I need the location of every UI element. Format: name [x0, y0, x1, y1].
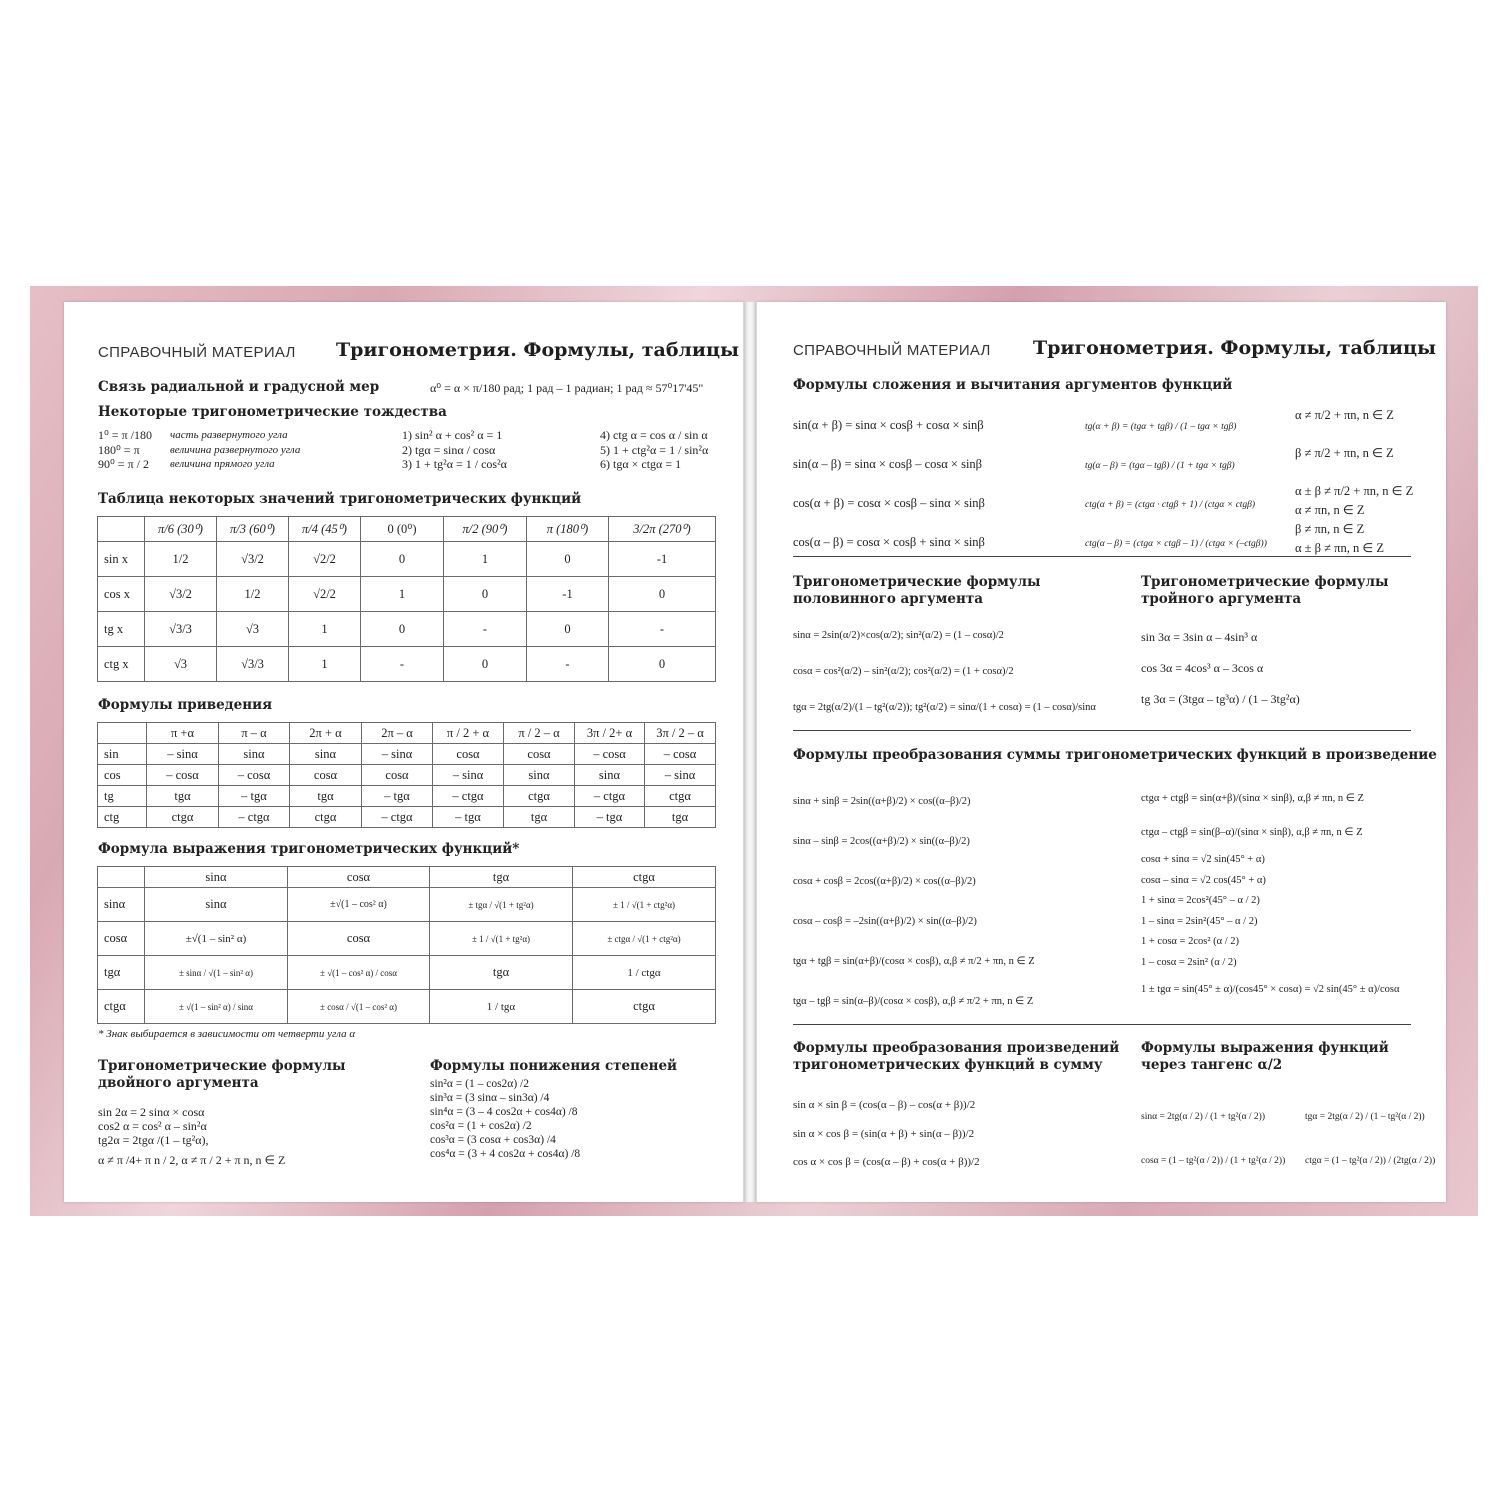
sum-to-product-formulas-col1: sinα + sinβ = 2sin((α+β)/2) × cos((α–β)/2) sinα – sinβ = 2cos((α+β)/2) × sin((α–β)/2) cosα + cosβ = 2cos((α+β)/2) × cos((α–β)/2) cosα – cosβ = –2sin((α+β)/2) × sin((α–β)/2) tgα + tgβ = sin(α+β)/(cosα × cosβ), α,β ≠ π/2 + πn, n ∈ Z tgα – tgβ = sin(α–β)/(cosα × cosβ), α,β ≠ π/2 + πn, n ∈ Z [793, 796, 1035, 1007]
half-tangent-title-line1: Формулы выражения функций [1141, 1040, 1389, 1056]
values-table [97, 516, 716, 682]
sum-to-product-title: Формулы преобразования суммы тригонометрических функций в произведение [793, 747, 1437, 763]
relation-formula: α⁰ = α × π/180 рад; 1 рад – 1 радиан; 1 рад ≈ 57⁰17'45" [430, 381, 704, 395]
left-page [64, 302, 744, 1202]
angle-values: 1⁰ = π /180 180⁰ = π 90⁰ = π / 2 [98, 428, 152, 471]
relation-title: Связь радиальной и градусной мер [98, 379, 380, 395]
table-row: sinα sinα ±√(1 – cos² α) ± tgα / √(1 + tg²α) ± 1 / √(1 + ctg²α) [98, 888, 716, 922]
table-row: cos x √3/2 1/2 √2/2 1 0 -1 0 [98, 577, 716, 612]
power-reduction-formulas: sin²α = (1 – cos2α) /2 sin³α = (3 sinα – sin3α) /4 sin⁴α = (3 – 4 cos2α + cos4α) /8 cos²α = (1 + cos2α) /2 cos³α = (3 cosα + cos3α) /4 cos⁴α = (3 + 4 cos2α + cos4α) /8 [430, 1078, 581, 1160]
left-header-label: СПРАВОЧНЫЙ МАТЕРИАЛ [98, 344, 296, 361]
half-tangent-title-line2: через тангенс α/2 [1141, 1057, 1283, 1073]
product-to-sum-title-line2: тригонометрических функций в сумму [793, 1057, 1103, 1073]
half-tangent-formulas-left: sinα = 2tg(α / 2) / (1 + tg²(α / 2)) cosα = (1 – tg²(α / 2)) / (1 + tg²(α / 2)) [1141, 1112, 1286, 1166]
book-spine [744, 302, 756, 1202]
table-header-row: π +α π – α 2π + α 2π – α π / 2 + α π / 2 – α 3π / 2+ α 3π / 2 – α [98, 723, 716, 744]
table-row: ctg x √3 √3/3 1 - 0 - 0 [98, 647, 716, 682]
triple-arg-formulas: sin 3α = 3sin α – 4sin³ α cos 3α = 4cos³ α – 3cos α tg 3α = (3tgα – tg³α) / (1 – 3tg²α) [1141, 630, 1300, 706]
values-table-title: Таблица некоторых значений тригонометрических функций [98, 491, 582, 507]
right-page [756, 302, 1446, 1202]
half-tangent-formulas-right: tgα = 2tg(α / 2) / (1 – tg²(α / 2)) ctgα = (1 – tg²(α / 2)) / (2tg(α / 2)) [1305, 1112, 1436, 1166]
half-arg-title-line1: Тригонометрические формулы [793, 574, 1041, 590]
double-arg-title-line2: двойного аргумента [98, 1075, 259, 1091]
identities-title: Некоторые тригонометрические тождества [98, 404, 447, 420]
half-arg-formulas: sinα = 2sin(α/2)×cos(α/2); sin²(α/2) = (1 – cosα)/2 cosα = cos²(α/2) – sin²(α/2); cos²(α/2) = (1 + cosα)/2 tgα = 2tg(α/2)/(1 – tg²(α/2)); tg²(α/2) = sinα/(1 + cosα) = (1 – cosα)/sinα [793, 630, 1096, 713]
triple-arg-title-line2: тройного аргумента [1141, 591, 1302, 607]
table-row: tgα ± sinα / √(1 – sin² α) ± √(1 – cos² α) / cosα tgα 1 / ctgα [98, 956, 716, 990]
right-header-label: СПРАВОЧНЫЙ МАТЕРИАЛ [793, 342, 991, 359]
double-arg-title-line1: Тригонометрические формулы [98, 1058, 346, 1074]
addition-tg-ctg-formulas: tg(α + β) = (tgα + tgβ) / (1 – tgα × tgβ) tg(α – β) = (tgα – tgβ) / (1 + tgα × tgβ) ctg(α + β) = (ctgα · ctgβ + 1) / (ctgα × ctgβ) ctg(α – β) = (ctgα × ctgβ – 1) / (ctgα × (–ctgβ)) [1085, 422, 1267, 549]
table-row: ctg ctgα – ctgα ctgα – ctgα – tgα tgα – tgα tgα [98, 807, 716, 828]
divider [793, 1024, 1411, 1025]
sum-to-product-formulas-col2: ctgα + ctgβ = sin(α+β)/(sinα × sinβ), α,β ≠ πn, n ∈ Z ctgα – ctgβ = sin(β–α)/(sinα × sinβ), α,β ≠ πn, n ∈ Z cosα + sinα = √2 sin(45° + α) cosα – sinα = √2 cos(45° + α) 1 + sinα = 2cos²(45° – α / 2) 1 – sinα = 2sin²(45° – α / 2) 1 + cosα = 2cos² (α / 2) 1 – cosα = 2sin² (α / 2) 1 ± tgα = sin(45° ± α)/(cos45° × cosα) = √2 sin(45° ± α)/cosα [1141, 793, 1400, 995]
reduction-table [97, 722, 716, 828]
addition-title: Формулы сложения и вычитания аргументов функций [793, 377, 1233, 393]
table-row: tg x √3/3 √3 1 0 - 0 - [98, 612, 716, 647]
table-row: ctgα ± √(1 – sin² α) / sinα ± cosα / √(1 – cos² α) 1 / tgα ctgα [98, 990, 716, 1024]
angle-descriptions: часть развернутого угла величина развернутого угла величина прямого угла [170, 429, 301, 470]
double-arg-formulas: sin 2α = 2 sinα × cosα cos2 α = cos² α – sin²α tg2α = 2tgα /(1 – tg²α), α ≠ π /4+ π n / 2, α ≠ π / 2 + π n, n ∈ Z [98, 1105, 286, 1167]
left-header-title: Тригонометрия. Формулы, таблицы [336, 339, 740, 361]
divider [793, 556, 1411, 557]
table-row: sin x 1/2 √3/2 √2/2 0 1 0 -1 [98, 542, 716, 577]
power-reduction-title: Формулы понижения степеней [430, 1058, 678, 1074]
identities-col2: 4) ctg α = cos α / sin α 5) 1 + ctg²α = 1 / sin²α 6) tgα × ctgα = 1 [600, 428, 709, 471]
divider [793, 730, 1411, 731]
table-row: sin – sinα sinα sinα – sinα cosα cosα – cosα – cosα [98, 744, 716, 765]
reduction-table-title: Формулы приведения [98, 697, 273, 713]
expression-table [97, 866, 716, 1024]
addition-sin-cos-formulas: sin(α + β) = sinα × cosβ + cosα × sinβ sin(α – β) = sinα × cosβ – cosα × sinβ cos(α + β) = cosα × cosβ – sinα × sinβ cos(α – β) = cosα × cosβ + sinα × sinβ [793, 418, 985, 549]
triple-arg-title-line1: Тригонометрические формулы [1141, 574, 1389, 590]
table-row: cos – cosα – cosα cosα cosα – sinα sinα sinα – sinα [98, 765, 716, 786]
addition-conditions: α ≠ π/2 + πn, n ∈ Z β ≠ π/2 + πn, n ∈ Z α ± β ≠ π/2 + πn, n ∈ Z α ≠ πn, n ∈ Z β ≠ πn, n ∈ Z α ± β ≠ πn, n ∈ Z [1295, 408, 1414, 555]
product-to-sum-formulas: sin α × sin β = (cos(α – β) – cos(α + β))/2 sin α × cos β = (sin(α + β) + sin(α – β))/2 cos α × cos β = (cos(α – β) + cos(α + β))/2 [793, 1099, 980, 1168]
table-header-row: π/6 (30⁰) π/3 (60⁰) π/4 (45⁰) 0 (0⁰) π/2 (90⁰) π (180⁰) 3/2π (270⁰) [98, 517, 716, 542]
table-header-row: sinα cosα tgα ctgα [98, 867, 716, 888]
expression-table-title: Формула выражения тригонометрических функций* [98, 841, 520, 857]
table-row: tg tgα – tgα tgα – tgα – ctgα ctgα – ctgα ctgα [98, 786, 716, 807]
table-row: cosα ±√(1 – sin² α) cosα ± 1 / √(1 + tg²α) ± ctgα / √(1 + ctg²α) [98, 922, 716, 956]
half-arg-title-line2: половинного аргумента [793, 591, 983, 607]
right-header-title: Тригонометрия. Формулы, таблицы [1033, 337, 1437, 359]
table-footnote: * Знак выбирается в зависимости от четверти угла α [98, 1028, 356, 1040]
identities-col1: 1) sin² α + cos² α = 1 2) tgα = sinα / cosα 3) 1 + tg²α = 1 / cos²α [402, 428, 507, 471]
product-to-sum-title-line1: Формулы преобразования произведений [793, 1040, 1120, 1056]
